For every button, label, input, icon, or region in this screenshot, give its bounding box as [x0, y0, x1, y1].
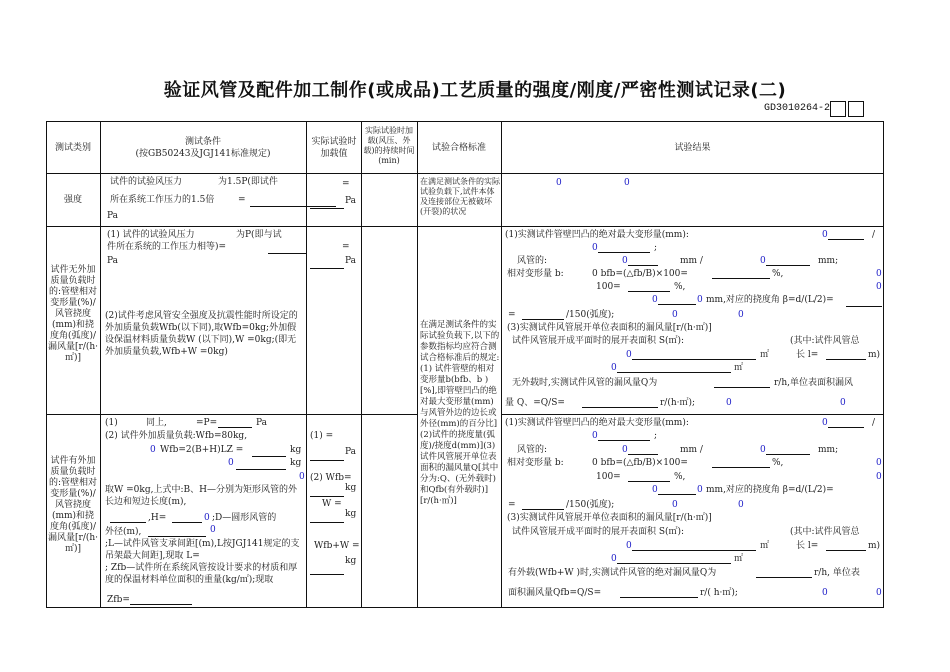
resA-l5-zero: 0 [876, 282, 882, 292]
row3-val4: Wfb+W = [314, 541, 360, 551]
resA-l11-m2: ㎡ [734, 363, 744, 373]
resA-l1-blank[interactable] [828, 229, 864, 240]
resA-l13-blank[interactable] [582, 397, 658, 408]
row2-cond1-b: 为P(即与试 [236, 230, 282, 240]
resB-l4-a: 相对变形量 b: [507, 458, 564, 468]
resA-l7-b: /150(弧度); [566, 310, 615, 320]
row2-cond1-a: (1) 试件的试验风压力 [107, 230, 195, 240]
row3-cond1-pa: Pa [256, 418, 268, 428]
resB-l7-blank[interactable] [522, 499, 564, 510]
resB-l7-a: = [508, 500, 516, 510]
row-line-1 [46, 173, 884, 174]
row2-val-blank[interactable] [310, 258, 344, 269]
resB-l10-m2: ㎡ [760, 541, 770, 551]
row2-cond-blank[interactable] [268, 243, 306, 254]
page-title: 验证风管及配件加工制作(或成品)工艺质量的强度/刚度/严密性测试记录(二) [163, 80, 787, 101]
row3-val2-blank[interactable] [310, 486, 344, 497]
col-line-1 [100, 121, 101, 608]
row3-val1-pa: Pa [345, 447, 357, 457]
resA-l3-zero-1: 0 [622, 256, 628, 266]
col-line-5 [501, 121, 502, 608]
resB-l1-blank[interactable] [828, 417, 864, 428]
row3-val4-kg: kg [345, 556, 357, 566]
resB-l11-blank[interactable] [617, 553, 731, 564]
resA-l3-zero-2: 0 [760, 256, 766, 266]
row3-val2-kg: kg [345, 483, 357, 493]
resB-l5-zero: 0 [876, 472, 882, 482]
resB-l3-zero-1: 0 [622, 445, 628, 455]
resB-l12-blank[interactable] [756, 567, 812, 578]
row3-cond1-blank[interactable] [218, 417, 252, 428]
resA-l7-a: = [508, 310, 516, 320]
row3-cond6: 取W =0kg,上式中:B、H—分别为矩形风管的外长边和短边长度(m), [105, 485, 297, 507]
resB-l3-zero-2: 0 [760, 445, 766, 455]
code-box-1[interactable] [830, 101, 846, 117]
row3-cond5-zero: 0 [299, 472, 305, 482]
resA-l10-blank-2[interactable] [826, 349, 866, 360]
resA-l7-blank[interactable] [522, 309, 564, 320]
resA-l2-zero: 0 [592, 243, 598, 253]
row1-category: 强度 [63, 195, 82, 205]
resA-l1-zero: 0 [822, 230, 828, 240]
resB-l4-zero: 0 [876, 458, 882, 468]
resA-l4-pct: %, [772, 269, 784, 279]
resB-l5-a: 100= [596, 472, 621, 482]
row3-cond4-blank[interactable] [236, 459, 286, 470]
row-line-3a [46, 414, 417, 415]
resB-l6-zero-2: 0 [697, 485, 703, 495]
resB-l13-zero-1: 0 [822, 588, 828, 598]
resB-l10-b: 长 l= [796, 541, 819, 551]
resA-l6-b: mm,对应的挠度角 β=d/(L/2)= [706, 295, 834, 305]
row3-cond4-zero: 0 [228, 458, 234, 468]
resA-l7-zero-1: 0 [672, 310, 678, 320]
resB-l5-pct: %, [674, 472, 686, 482]
row3-cond1-c: =P= [196, 418, 218, 428]
col-line-2 [306, 121, 307, 608]
resA-l13-zero-1: 0 [726, 398, 732, 408]
resA-l9-b: (其中:试件风管总 [790, 336, 860, 346]
row3-cond3-zero: 0 [150, 445, 156, 455]
resA-l3-blank-1[interactable] [628, 255, 658, 266]
resA-l10-blank[interactable] [632, 349, 756, 360]
row1-eq: = [238, 195, 246, 205]
row3-cond7-a: ,H= [148, 513, 167, 523]
resB-l3-blank-1[interactable] [628, 444, 658, 455]
resA-l3-blank-2[interactable] [766, 255, 810, 266]
resB-l6-blank-1[interactable] [658, 484, 696, 495]
resB-l9-a: 试件风管展开成平面时的展开表面积 S(㎡): [512, 527, 685, 537]
standard-detail: 在满足测试条件的实际试验负载下,以下的参数指标均应符合测试合格标准后的规定:(1) 试件管壁的相对变形量b(bfb、b )[%],即管壁凹凸的绝对最大变形量(mm)与风管外边的边长或外径(mm)的百分比](2)试件的挠度量(弧度)/挠度d(mm)](3)试件风管展开单位表面积的漏风量Q[其中分为:Q、(无外载时)和Qfb(有外载时)][r/(h·㎡)] [420, 320, 500, 506]
resB-l1-zero: 0 [822, 418, 828, 428]
row3-cond4-kg: kg [290, 458, 302, 468]
resA-l2-blank[interactable] [598, 242, 650, 253]
row3-cond9: ; Zfb—试件所在系统风管按设计要求的材质和厚度的保温材料单位面积的重量(kg/㎡);现取 [105, 563, 298, 585]
resA-l11-blank[interactable] [617, 362, 731, 373]
resB-l2-blank[interactable] [598, 430, 650, 441]
row3-cond8-a: 外径(m), [105, 527, 142, 537]
row3-cond8-blank[interactable] [148, 526, 206, 537]
resB-l7-b: /150(弧度); [566, 500, 615, 510]
header-standard: 试验合格标准 [431, 143, 486, 153]
resA-l7-zero-2: 0 [738, 310, 744, 320]
resB-l6-b: mm,对应的挠度角 β=d/(L/2)= [706, 485, 834, 495]
row1-pa: Pa [107, 211, 119, 221]
row3-cond3-kg: kg [290, 445, 302, 455]
row1-result-zero-2: 0 [624, 178, 630, 188]
resA-l10-zero: 0 [626, 350, 632, 360]
resA-l3-mm1: mm / [680, 256, 703, 266]
resB-l5-blank[interactable] [628, 471, 670, 482]
resB-l13-b: r/( h·㎡); [700, 588, 738, 598]
resB-l1: (1)实测试件管壁凹凸的绝对最大变形量(mm): [505, 418, 689, 428]
row3-cond8-zero: 0 [210, 525, 216, 535]
resA-l3-mm2: mm; [818, 256, 839, 266]
resA-l6-zero-2: 0 [697, 295, 703, 305]
resB-l4-blank[interactable] [712, 457, 770, 468]
code-box-2[interactable] [848, 101, 864, 117]
header-condition: 测试条件 [184, 137, 221, 147]
row-line-3b [501, 414, 884, 415]
row3-val1-blank[interactable] [310, 450, 344, 461]
resB-l13-a: 面积漏风量Qfb=Q/S= [508, 588, 602, 598]
resA-l11-zero: 0 [611, 363, 617, 373]
resB-l7-zero-1: 0 [672, 500, 678, 510]
row2-cond2: (2)试件考虑风管安全强度及抗震性能时所设定的外加质量负载Wfb(以下同),取Wfb=0kg;外加假设保温材料质量负载W (以下同),W =0kg;(即无外加质量负载,Wfb+W =0kg) [105, 311, 298, 357]
resB-l10-blank-2[interactable] [826, 540, 866, 551]
row3-cond3-blank[interactable] [252, 446, 286, 457]
resA-l6-zero-1: 0 [652, 295, 658, 305]
row3-val4-blank[interactable] [310, 564, 344, 575]
resA-l4-b: 0 bfb=(△fb/B)×100= [592, 269, 688, 279]
row3-cond8-b: ;L—试件风管支承间距[(m),L按JGJ141规定的支吊架最大间距],现取 L= [105, 539, 300, 561]
row3-val3-blank[interactable] [310, 512, 344, 523]
row1-val-pa: Pa [345, 196, 357, 206]
resA-l9-a: 试件风管展开成平面时的展开表面积 S(㎡): [512, 336, 685, 346]
row1-standard: 在满足测试条件的实际试验负载下,试件本体及连接部位无被破坏(开裂)的状况 [420, 177, 500, 216]
resA-l13-zero-2: 0 [840, 398, 846, 408]
row2-val-pa: Pa [345, 256, 357, 266]
resA-l8: (3)实测试件风管展开单位表面积的漏风量[r/(h·㎡)] [507, 323, 712, 333]
row3-val1: (1) = [310, 431, 334, 441]
resB-l4-b: 0 bfb=(△fb/B)×100= [592, 458, 688, 468]
row1-val-eq: = [342, 179, 350, 189]
row1-cond-c: 所在系统工作压力的1.5倍 [110, 195, 215, 205]
resA-l12-blank[interactable] [714, 377, 770, 388]
resA-l1: (1)实测试件管壁凹凸的绝对最大变形量(mm): [505, 230, 689, 240]
resB-l3-blank-2[interactable] [766, 444, 810, 455]
resB-l3-a: 风管的: [517, 445, 548, 455]
row3-cond10: Zfb= [107, 595, 130, 605]
resB-l10-blank[interactable] [632, 540, 756, 551]
row3-val3-kg: kg [345, 509, 357, 519]
row3-cond10-blank[interactable] [130, 594, 192, 605]
row3-cond1-a: (1) [105, 418, 118, 428]
resA-l6-blank-2[interactable] [846, 296, 882, 307]
resB-l11-m2: ㎡ [734, 554, 744, 564]
row3-cond7-zero: 0 [204, 513, 210, 523]
resB-l11-zero: 0 [611, 554, 617, 564]
resB-l2-semi: ; [654, 431, 658, 441]
header-condition-sub: (按GB50243及JGJ141标准规定) [135, 149, 271, 159]
resB-l3-mm1: mm / [680, 445, 703, 455]
resA-l4-blank[interactable] [712, 268, 770, 279]
resB-l8: (3)实测试件风管展开单位表面积的漏风量[r/(h·㎡)] [507, 513, 712, 523]
header-result: 试验结果 [674, 143, 711, 153]
resA-l5-blank[interactable] [628, 281, 670, 292]
resA-l5-a: 100= [596, 282, 621, 292]
row3-cond3: Wfb=2(B+H)LZ = [160, 445, 244, 455]
row3-cond2: (2) 试件外加质量负载:Wfb=80kg, [105, 431, 248, 441]
resA-l5-pct: %, [674, 282, 686, 292]
row2-category: 试件无外加质量负载时的:管壁相对变形量(%)/风管挠度(mm)和挠度角(弧度)/漏风量[r/(h·㎡)] [48, 265, 99, 363]
resA-l4-a: 相对变形量 b: [507, 269, 564, 279]
row3-cond1-b: 同上, [146, 418, 167, 428]
resB-l3-mm2: mm; [818, 445, 839, 455]
row3-category: 试件有外加质量负载时的:管壁相对变形量(%)/风管挠度(mm)和挠度角(弧度)/漏风量[r/(h·㎡)] [48, 456, 99, 554]
row1-cond-b: 为1.5P(即试件 [218, 177, 278, 187]
row3-val3: W = [322, 499, 342, 509]
resB-l10-m: m) [868, 541, 881, 551]
resA-l10-m: m) [868, 350, 881, 360]
resB-l10-zero: 0 [626, 541, 632, 551]
resA-l10-b: 长 l= [796, 350, 819, 360]
resB-l4-pct: %, [772, 458, 784, 468]
resA-l10-m2: ㎡ [760, 350, 770, 360]
resA-l6-blank-1[interactable] [658, 294, 696, 305]
row3-val2: (2) Wfb= [310, 473, 352, 483]
row3-cond7-b: ;D—圆形风管的 [212, 513, 277, 523]
resB-l13-blank[interactable] [620, 587, 698, 598]
form-code: GD3010264-2 [764, 103, 831, 114]
row3-cond7-blank-2[interactable] [172, 512, 202, 523]
header-category: 测试类别 [54, 143, 91, 153]
resA-l12-a: 无外载时,实测试件风管的漏风量Q为 [512, 378, 658, 388]
row2-cond1-c: 件所在系统的工作压力相等)= [107, 242, 227, 252]
row1-val-blank[interactable] [310, 198, 344, 209]
resA-l1-slash: / [872, 230, 876, 240]
col-line-3 [361, 121, 362, 608]
row1-cond-a: 试件的试验风压力 [110, 177, 183, 187]
resB-l9-b: (其中:试件风管总 [790, 527, 860, 537]
header-load-duration: 实际试验时加载(风压、外载)的持续时间(min) [363, 126, 415, 165]
resB-l7-zero-2: 0 [738, 500, 744, 510]
resB-l12-a: 有外载(Wfb+W )时,实测试件风管的绝对漏风量Q为 [508, 568, 717, 578]
resB-l6-zero-1: 0 [652, 485, 658, 495]
resA-l13-a: 量 Q、=Q/S= [505, 398, 565, 408]
row3-cond7-blank-1[interactable] [110, 512, 146, 523]
resB-l12-b: r/h, 单位表 [814, 568, 860, 578]
resB-l13-zero-2: 0 [876, 588, 882, 598]
row2-pa: Pa [107, 256, 119, 266]
row1-result-zero-1: 0 [556, 178, 562, 188]
resB-l1-slash: / [872, 418, 876, 428]
resA-l12-b: r/h,单位表面积漏风 [774, 378, 853, 388]
resB-l2-zero: 0 [592, 431, 598, 441]
col-line-4 [417, 121, 418, 608]
resA-l13-b: r/(h·㎡); [660, 398, 696, 408]
resA-l3-a: 风管的: [517, 256, 548, 266]
row-line-2 [46, 226, 884, 227]
header-load-value: 实际试验时加载值 [311, 137, 357, 159]
resA-l4-zero: 0 [876, 269, 882, 279]
resA-l2-semi: ; [654, 243, 658, 253]
row2-val-eq: = [342, 242, 350, 252]
